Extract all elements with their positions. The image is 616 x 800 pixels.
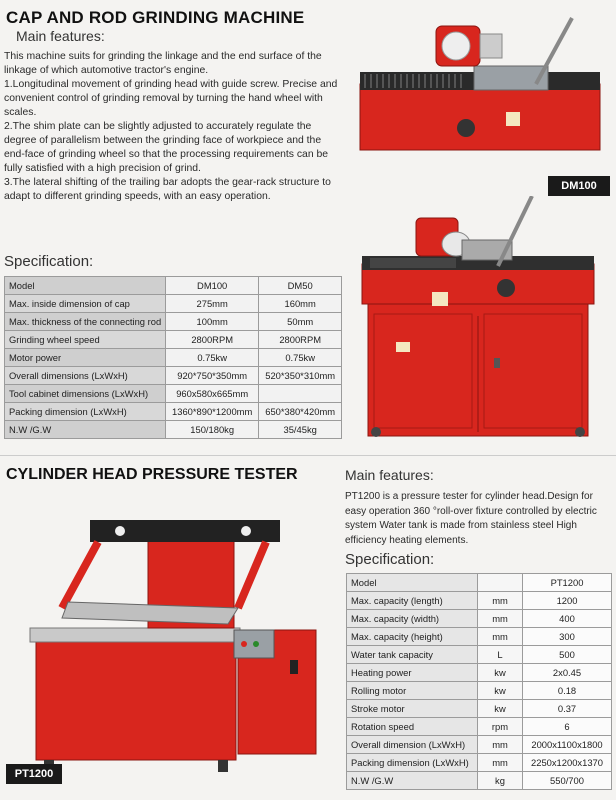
spec-value-dm50: DM50 [259,277,342,295]
spec-unit: kw [478,700,523,718]
spec-value: 550/700 [523,772,612,790]
spec-label: Tool cabinet dimensions (LxWxH) [5,385,166,403]
spec-value-dm100: DM100 [166,277,259,295]
dm50-cabinet-machine-image [356,196,606,446]
spec-value-dm100: 1360*890*1200mm [166,403,259,421]
spec-value-dm50: 650*380*420mm [259,403,342,421]
spec-label: Model [5,277,166,295]
spec-value: 300 [523,628,612,646]
spec-value-dm100: 960x580x665mm [166,385,259,403]
spec-unit: mm [478,628,523,646]
section1-features [4,50,344,204]
table-row [347,682,612,700]
spec-value: 2000x1100x1800 [523,736,612,754]
table-row [347,700,612,718]
dm100-machine-image [356,14,606,164]
spec-label: N.W /G.W [5,421,166,439]
section1-features-heading: Main features: [16,28,105,44]
section-divider [0,455,616,456]
spec-value: 0.37 [523,700,612,718]
spec-label: Heating power [347,664,478,682]
spec-label: Packing dimension (LxWxH) [5,403,166,421]
spec-value-dm100: 2800RPM [166,331,259,349]
spec-value-dm100: 275mm [166,295,259,313]
section2-features-text: PT1200 is a pressure tester for cylinder head.Design for easy operation 360 °roll-over fixture controlled by electric system Water tank is made from stainless steel High efficiency heating elements. [345,491,597,546]
spec-label: N.W /G.W [347,772,478,790]
spec-unit: kg [478,772,523,790]
spec-unit: mm [478,592,523,610]
section2-spec-heading: Specification: [345,551,435,568]
spec-value-dm100: 100mm [166,313,259,331]
section2-features-heading: Main features: [345,467,434,483]
spec-label: Rotation speed [347,718,478,736]
table-row [347,736,612,754]
spec-label: Grinding wheel speed [5,331,166,349]
spec-label: Model [347,574,478,592]
feature-paragraph: 1.Longitudinal movement of grinding head with guide screw. Precise and convenient control of grinding removal by turning the hand wheel with scales. [4,79,338,118]
spec-value: 500 [523,646,612,664]
section1-spec-heading: Specification: [4,253,94,270]
table-row [347,754,612,772]
spec-value: 400 [523,610,612,628]
spec-label: Motor power [5,349,166,367]
spec-unit: mm [478,736,523,754]
spec-label: Rolling motor [347,682,478,700]
table-row [5,421,342,439]
spec-unit: L [478,646,523,664]
table-row [347,772,612,790]
spec-unit: kw [478,682,523,700]
table-row [347,592,612,610]
spec-value: 6 [523,718,612,736]
spec-label: Overall dimension (LxWxH) [347,736,478,754]
spec-label: Max. capacity (length) [347,592,478,610]
spec-value: 2x0.45 [523,664,612,682]
spec-label: Water tank capacity [347,646,478,664]
table-row [5,313,342,331]
spec-value-dm50: 520*350*310mm [259,367,342,385]
spec-label: Packing dimension (LxWxH) [347,754,478,772]
spec-label: Overall dimensions (LxWxH) [5,367,166,385]
pt1200-machine-image [8,490,336,790]
spec-table-pressure-tester [346,573,612,790]
spec-unit: mm [478,754,523,772]
spec-unit [478,574,523,592]
spec-value: PT1200 [523,574,612,592]
spec-value-dm100: 920*750*350mm [166,367,259,385]
spec-unit: rpm [478,718,523,736]
spec-value-dm50: 2800RPM [259,331,342,349]
dm100-badge: DM100 [548,176,610,196]
feature-paragraph: 3.The lateral shifting of the trailing bar adopts the gear-rack structure to adapt to different grinding speeds, with an easy operation. [4,177,331,202]
table-row [5,349,342,367]
section2-title: CYLINDER HEAD PRESSURE TESTER [6,466,298,483]
spec-value-dm100: 150/180kg [166,421,259,439]
spec-value-dm50 [259,385,342,403]
spec-value-dm100: 0.75kw [166,349,259,367]
spec-value: 0.18 [523,682,612,700]
spec-value-dm50: 0.75kw [259,349,342,367]
table-row [347,574,612,592]
spec-label: Max. thickness of the connecting rod [5,313,166,331]
table-row [347,718,612,736]
spec-value-dm50: 50mm [259,313,342,331]
spec-label: Max. capacity (width) [347,610,478,628]
spec-value-dm50: 35/45kg [259,421,342,439]
spec-value: 2250x1200x1370 [523,754,612,772]
spec-unit: kw [478,664,523,682]
table-row [5,331,342,349]
table-row [5,295,342,313]
table-row [347,664,612,682]
table-row [5,277,342,295]
feature-paragraph: 2.The shim plate can be slightly adjusted to accurately regulate the degree of parallelism between the grinding face of workpiece and the end-face of grinding wheel so that the processing requirements can be fully satisfied with a high precision of grind. [4,121,329,174]
spec-label: Max. capacity (height) [347,628,478,646]
spec-label: Max. inside dimension of cap [5,295,166,313]
spec-unit: mm [478,610,523,628]
section1-title: CAP AND ROD GRINDING MACHINE [6,8,305,27]
table-row [347,628,612,646]
table-row [347,610,612,628]
feature-paragraph: This machine suits for grinding the linkage and the end surface of the linkage of which automotive tractor's engine. [4,51,322,76]
pt1200-badge: PT1200 [6,764,62,784]
spec-value-dm50: 160mm [259,295,342,313]
table-row [347,646,612,664]
table-row [5,367,342,385]
table-row [5,403,342,421]
spec-label: Stroke motor [347,700,478,718]
table-row [5,385,342,403]
spec-value: 1200 [523,592,612,610]
spec-table-grinding [4,276,342,439]
